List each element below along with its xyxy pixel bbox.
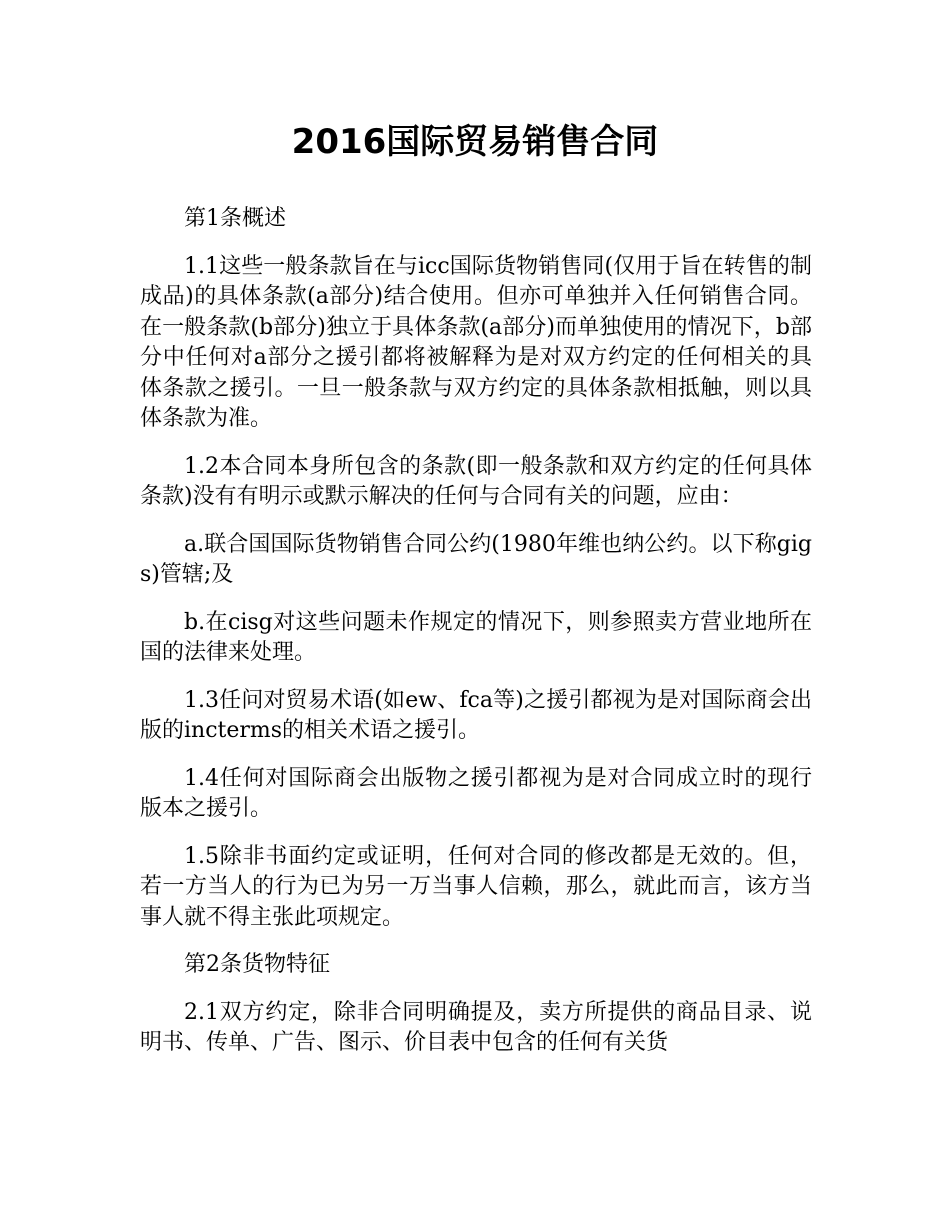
- document-body: [140, 204, 812, 1076]
- clause-1-4: 1.4任何对国际商会出版物之援引都视为是对合同成立时的现行版本之援引。: [140, 765, 812, 821]
- clause-1-5: 1.5除非书面约定或证明，任何对合同的修改都是无效的。但，若一方当人的行为已为另一万当事人信赖，那么，就此而言，该方当事人就不得主张此项规定。: [140, 843, 812, 930]
- clause-1-2-a: a.联合国国际货物销售合同公约(1980年维也纳公约。以下称gigs)管辖;及: [140, 531, 812, 587]
- section-heading-1: 第1条概述: [184, 206, 286, 231]
- clause-1-1: 1.1这些一般条款旨在与icc国际货物销售同(仅用于旨在转售的制成品)的具体条款(a部分)结合使用。但亦可单独并入任何销售合同。在一般条款(b部分)独立于具体条款(a部分)而单独使用的情况下，b部分中任何对a部分之援引都将被解释为是对双方约定的任何相关的具体条款之援引。一旦一般条款与双方约定的具体条款相抵触，则以具体条款为准。: [140, 253, 812, 431]
- clause-2-1: 2.1双方约定，除非合同明确提及，卖方所提供的商品目录、说明书、传单、广告、图示、价目表中包含的任何有关货: [140, 999, 812, 1055]
- document-title: 2016国际贸易销售合同: [291, 122, 659, 162]
- clause-1-2-b: b.在cisg对这些问题未作规定的情况下，则参照卖方营业地所在国的法律来处理。: [140, 609, 812, 665]
- clause-1-3: 1.3任问对贸易术语(如ew、fca等)之援引都视为是对国际商会出版的incterms的相关术语之援引。: [140, 687, 812, 743]
- clause-1-2: 1.2本合同本身所包含的条款(即一般条款和双方约定的任何具体条款)没有有明示或默示解决的任何与合同有关的问题，应由：: [140, 453, 812, 509]
- section-heading-2: 第2条货物特征: [184, 952, 330, 977]
